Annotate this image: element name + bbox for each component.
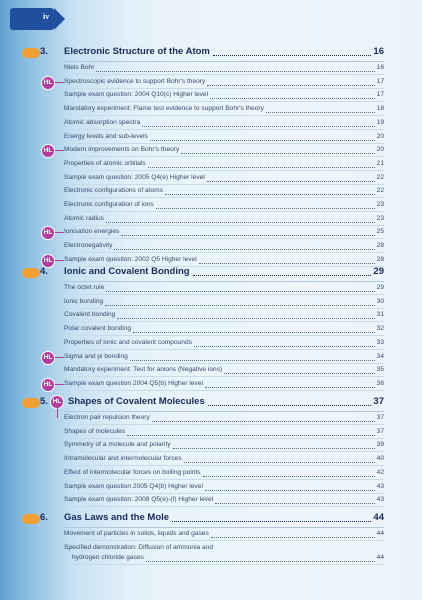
dot-leader: [184, 462, 375, 463]
chapter-number: 3.: [40, 46, 48, 57]
divider: [64, 390, 384, 391]
entry-title: Sigma and pi bonding: [64, 352, 128, 360]
entry-page-number: 43: [376, 482, 384, 490]
entry-page-number: 20: [376, 146, 384, 154]
toc-entry[interactable]: [0, 380, 422, 391]
dot-leader: [203, 476, 375, 477]
chapter-heading[interactable]: [0, 46, 422, 60]
divider: [64, 451, 384, 452]
higher-level-icon: HL: [41, 254, 55, 268]
entry-title: Sample exam question: 2004 Q10(c) Higher level: [64, 91, 209, 99]
divider: [64, 349, 384, 350]
dot-leader: [105, 305, 374, 306]
entry-page-number: 28: [376, 255, 384, 263]
divider: [64, 564, 384, 565]
entry-title: The octet rule: [64, 284, 105, 291]
toc-entry[interactable]: [0, 242, 422, 253]
entry-title: Covalent bonding: [64, 311, 116, 319]
chapter-page-number: 16: [373, 46, 384, 57]
entry-page-number: 42: [376, 468, 384, 476]
toc-entry[interactable]: [0, 201, 422, 212]
divider: [64, 294, 384, 295]
chapter-heading[interactable]: [0, 266, 422, 280]
entry-page-number: 33: [376, 338, 384, 346]
divider: [64, 101, 384, 102]
toc-entry[interactable]: [0, 105, 422, 116]
toc-entry[interactable]: [0, 174, 422, 185]
higher-level-icon: HL: [41, 76, 55, 90]
dot-leader: [127, 435, 374, 436]
dot-leader: [130, 360, 375, 361]
dot-leader: [208, 405, 372, 406]
dot-leader: [205, 490, 375, 491]
entry-page-number: 29: [376, 284, 384, 291]
entry-page-number: 16: [376, 64, 384, 71]
entry-page-number: 44: [376, 554, 384, 562]
entry-title: Properties of ionic and covalent compounds: [64, 338, 192, 346]
entry-title: Polar covalent bonding: [64, 325, 132, 333]
higher-level-icon: HL: [41, 226, 55, 240]
divider: [64, 61, 384, 62]
entry-title: Modern improvements on Bohr's theory: [64, 146, 180, 154]
entry-title: Symmetry of a molecule and polarity: [64, 441, 171, 449]
toc-entry[interactable]: [0, 544, 422, 555]
entry-page-number: 34: [376, 352, 384, 360]
entry-title: Effect of intermolecular forces on boiling points: [64, 468, 201, 476]
divider: [64, 540, 384, 541]
dot-leader: [207, 85, 374, 86]
badge-page-number: iv: [43, 12, 50, 21]
entry-title: Niels Bohr: [64, 64, 95, 71]
entry-page-number: 40: [376, 455, 384, 463]
entry-title: Sample exam question: 2008 Q5(e)-(f) Higher level: [64, 496, 214, 504]
chapter-number: 5.: [40, 396, 48, 407]
higher-level-connector: [55, 357, 64, 358]
entry-title: Atomic absorption spectra: [64, 118, 141, 126]
dot-leader: [142, 126, 374, 127]
toc-entry[interactable]: [0, 339, 422, 350]
dot-leader: [121, 235, 374, 236]
divider: [64, 74, 384, 75]
chapter-page-number: 29: [373, 266, 384, 277]
dot-leader: [96, 71, 374, 72]
entry-title: Spectroscopic evidence to support Bohr's theory: [64, 77, 206, 85]
higher-level-connector: [55, 82, 64, 83]
toc-entry[interactable]: [0, 119, 422, 130]
dot-leader: [148, 167, 375, 168]
entry-title: Atomic radius: [64, 214, 104, 222]
toc-entry[interactable]: [0, 215, 422, 226]
dot-leader: [133, 332, 375, 333]
chapter-number: 4.: [40, 266, 48, 277]
dot-leader: [150, 140, 375, 141]
entry-page-number: 37: [376, 427, 384, 435]
divider: [64, 411, 384, 412]
higher-level-connector: [55, 384, 64, 385]
dot-leader: [266, 112, 375, 113]
divider: [64, 308, 384, 309]
toc-entry[interactable]: [0, 284, 422, 295]
contents-tab-badge: [10, 8, 54, 30]
dot-leader: [181, 153, 374, 154]
entry-title: Shapes of molecules: [64, 427, 126, 435]
toc-entry[interactable]: [0, 428, 422, 439]
divider: [64, 225, 384, 226]
toc-entry[interactable]: [0, 91, 422, 102]
divider: [64, 143, 384, 144]
divider: [64, 238, 384, 239]
entry-title: Mandatory experiment: Flame test evidence to support Bohr's theory: [64, 105, 264, 113]
dot-leader: [215, 503, 374, 504]
toc-entry[interactable]: [0, 483, 422, 494]
entry-title: Movement of particles in solids, liquids and gases: [64, 530, 209, 537]
entry-title: Sample exam question: 2005 Q4(e) Higher level: [64, 173, 205, 181]
divider: [64, 424, 384, 425]
entry-page-number: 44: [376, 530, 384, 537]
toc-entry[interactable]: [0, 298, 422, 309]
dot-leader: [146, 561, 375, 562]
entry-page-number: 43: [376, 496, 384, 504]
toc-entry[interactable]: [0, 311, 422, 322]
toc-entry[interactable]: [0, 530, 422, 541]
entry-page-number: 28: [376, 242, 384, 250]
entry-page-number: 19: [376, 118, 384, 126]
entry-page-number: 17: [376, 77, 384, 85]
dot-leader: [172, 521, 371, 522]
entry-page-number: 32: [376, 325, 384, 333]
dot-leader: [199, 263, 375, 264]
entry-title: Sample exam question 2004 Q5(b) Higher level: [64, 379, 203, 387]
divider: [64, 197, 384, 198]
divider: [64, 281, 384, 282]
entry-page-number: 36: [376, 379, 384, 387]
divider: [64, 376, 384, 377]
entry-page-number: 30: [376, 297, 384, 305]
toc-entry[interactable]: [0, 187, 422, 198]
toc-entry[interactable]: [0, 496, 422, 507]
entry-page-number: 37: [376, 414, 384, 421]
entry-title: Ionic bonding: [64, 297, 104, 305]
divider: [64, 335, 384, 336]
divider: [64, 129, 384, 130]
entry-page-number: 18: [376, 105, 384, 113]
dot-leader: [205, 387, 375, 388]
higher-level-connector: [55, 260, 64, 261]
entry-page-number: 25: [376, 228, 384, 236]
higher-level-connector: [55, 232, 64, 233]
toc-entry[interactable]: [0, 353, 422, 364]
divider: [64, 363, 384, 364]
entry-page-number: 17: [376, 91, 384, 99]
chapter-title: Electronic Structure of the Atom: [64, 46, 210, 57]
entry-page-number: 39: [376, 441, 384, 449]
divider: [64, 493, 384, 494]
dot-leader: [210, 98, 375, 99]
toc-entry[interactable]: [0, 160, 422, 171]
toc-entry[interactable]: [0, 146, 422, 157]
entry-title: Electronic configuration of ions: [64, 201, 154, 208]
higher-level-connector: [55, 150, 64, 151]
divider: [64, 438, 384, 439]
entry-title: Electron pair repulsion theory: [64, 414, 150, 421]
chapter-title: Ionic and Covalent Bonding: [64, 266, 190, 277]
divider: [64, 321, 384, 322]
dot-leader: [106, 222, 375, 223]
chapter-marker: [22, 398, 40, 408]
entry-title: Energy levels and sub-levels: [64, 132, 148, 140]
higher-level-icon: HL: [50, 395, 64, 409]
toc-entry[interactable]: [0, 441, 422, 452]
toc-entry[interactable]: [0, 64, 422, 75]
chapter-title: Shapes of Covalent Molecules: [68, 396, 205, 407]
dot-leader: [194, 346, 375, 347]
entry-title: Mandatory experiment: Test for anions (Negative ions): [64, 366, 223, 374]
dot-leader: [165, 194, 375, 195]
entry-title: hydrogen chloride gases: [72, 554, 144, 562]
entry-page-number: 35: [376, 366, 384, 374]
dot-leader: [207, 181, 375, 182]
dot-leader: [211, 537, 375, 538]
entry-page-number: 21: [376, 159, 384, 167]
toc-entry[interactable]: [0, 366, 422, 377]
dot-leader: [173, 448, 375, 449]
dot-leader: [152, 421, 375, 422]
divider: [64, 184, 384, 185]
entry-title: Intramolecular and intermolecular forces: [64, 455, 182, 463]
entry-page-number: 20: [376, 132, 384, 140]
dot-leader: [114, 249, 374, 250]
divider: [64, 465, 384, 466]
divider: [64, 88, 384, 89]
chapter-title: Gas Laws and the Mole: [64, 512, 170, 523]
divider: [64, 252, 384, 253]
toc-entry-continued[interactable]: [0, 554, 422, 565]
entry-page-number: 31: [376, 311, 384, 319]
entry-title: Ionisation energies: [64, 228, 120, 236]
divider: [64, 156, 384, 157]
dot-leader: [156, 208, 375, 209]
dot-leader: [117, 318, 374, 319]
entry-title: Properties of atomic orbitals: [64, 159, 146, 167]
chapter-marker: [22, 268, 40, 278]
toc-entry[interactable]: [0, 228, 422, 239]
toc-entry[interactable]: [0, 133, 422, 144]
entry-title: Sample exam question: 2002 Q5 Higher level: [64, 255, 197, 263]
higher-level-icon: HL: [41, 351, 55, 365]
divider: [64, 527, 384, 528]
chapter-marker: [22, 48, 40, 58]
dot-leader: [193, 275, 372, 276]
entry-title: Electronegativity: [64, 242, 113, 250]
higher-level-icon: HL: [41, 378, 55, 392]
entry-title: Specified demonstration: Diffusion of ammonia and: [64, 543, 214, 551]
entry-title: Electronic configurations of atoms: [64, 187, 163, 195]
dot-leader: [106, 291, 374, 292]
toc-entry[interactable]: [0, 78, 422, 89]
toc-entry[interactable]: [0, 414, 422, 425]
chapter-marker: [22, 514, 40, 524]
chapter-number: 6.: [40, 512, 48, 523]
divider: [64, 170, 384, 171]
chapter-page-number: 37: [373, 396, 384, 407]
divider: [64, 506, 384, 507]
entry-title: Sample exam question 2005 Q4(b) Higher level: [64, 482, 203, 490]
dot-leader: [224, 373, 374, 374]
entry-page-number: 22: [376, 187, 384, 195]
entry-page-number: 23: [376, 201, 384, 208]
toc-entry[interactable]: [0, 325, 422, 336]
dot-leader: [213, 55, 372, 56]
entry-page-number: 23: [376, 214, 384, 222]
toc-entry[interactable]: [0, 455, 422, 466]
divider: [64, 115, 384, 116]
higher-level-icon: HL: [41, 144, 55, 158]
divider: [64, 211, 384, 212]
divider: [64, 479, 384, 480]
toc-entry[interactable]: [0, 469, 422, 480]
chapter-heading[interactable]: [0, 512, 422, 526]
chapter-page-number: 44: [373, 512, 384, 523]
entry-page-number: 22: [376, 173, 384, 181]
